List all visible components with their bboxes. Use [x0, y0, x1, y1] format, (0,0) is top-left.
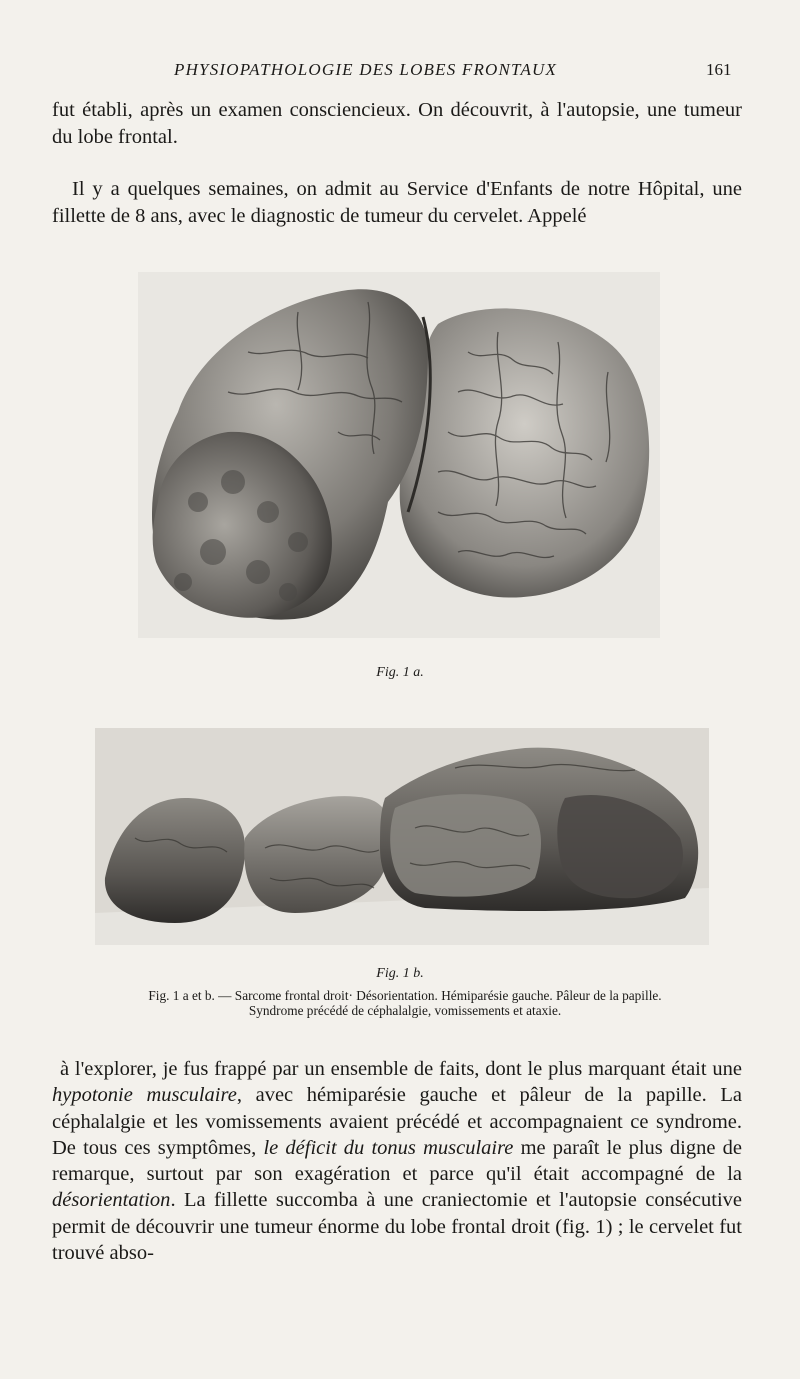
figure-legend-line-1: Fig. 1 a et b. — Sarcome frontal droit· Désorientation. Hémiparésie gauche. Pâleur de la papille. [148, 988, 662, 1003]
paragraph-3-part-4: . La fillette succomba à une craniectomie et l'autopsie consécutive permit de découvrir une tumeur énorme du lobe frontal droit (fig. 1) ; le cervelet fut trouvé abso- [52, 1189, 742, 1265]
figure-1b-photo [95, 728, 709, 945]
paragraph-3-part-1: à l'explorer, je fus frappé par un ensemble de faits, dont le plus marquant était une [60, 1058, 742, 1080]
running-head-title: PHYSIOPATHOLOGIE DES LOBES FRONTAUX [174, 60, 558, 79]
brain-section-image [95, 728, 709, 945]
brain-top-view-image [138, 272, 660, 638]
figure-legend-line-2: Syndrome précédé de céphalalgie, vomissements et ataxie. [248, 1003, 562, 1018]
figure-1b-caption: Fig. 1 b. [376, 966, 424, 981]
figure-legend [70, 988, 740, 1018]
running-head [0, 60, 800, 84]
emphasis-deficit-tonus: le déficit du tonus musculaire [263, 1136, 514, 1159]
paragraph-1: fut établi, après un examen consciencieux. On découvrit, à l'autopsie, une tumeur du lobe frontal. [52, 99, 742, 148]
paragraph-3-part-3: me paraît le plus digne de remarque, surtout par son exagération et parce qu'il était accompagné de la [52, 1136, 742, 1186]
figure-1a-caption: Fig. 1 a. [376, 665, 424, 680]
figure-1a-photo [138, 272, 660, 638]
paragraph-2: Il y a quelques semaines, on admit au Service d'Enfants de notre Hôpital, une fillette de 8 ans, avec le diagnostic de tumeur du cervelet. Appelé [52, 178, 742, 227]
emphasis-hypotonie: hypotonie musculaire [52, 1084, 237, 1107]
emphasis-desorientation: désorientation [52, 1189, 171, 1212]
paragraph-3-part-2: , avec hémiparésie gauche et pâleur de la papille. La céphalalgie et les vomissements avaient précédé et accompagnaient ce syndrome. De tous ces symptômes, [52, 1084, 742, 1159]
page-number: 161 [706, 60, 732, 79]
paragraph-3 [52, 1056, 742, 1266]
